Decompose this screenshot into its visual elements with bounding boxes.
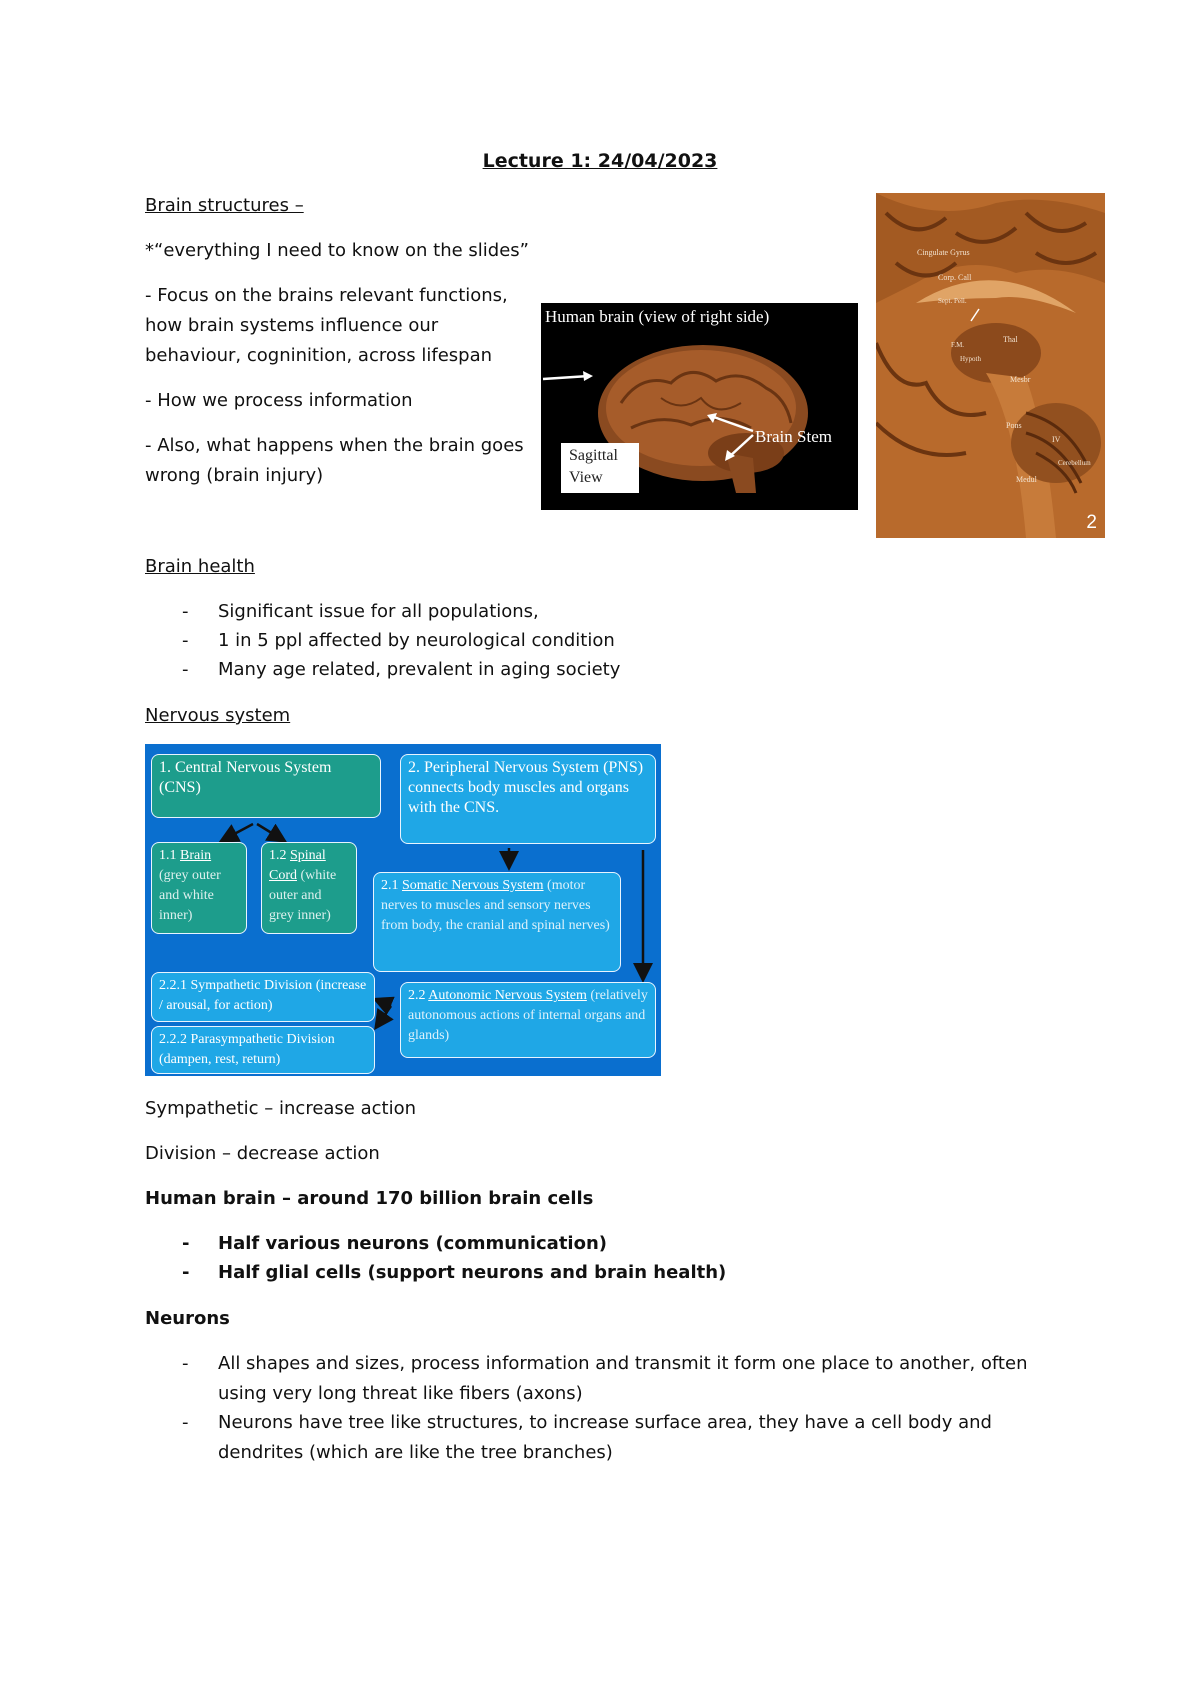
nervous-system-heading: Nervous system [145,705,291,726]
autonomic-box-number: 2.2 [408,988,429,1003]
focus-line-3: behaviour, cogninition, across lifespan [145,345,493,366]
fig2-label-thal: Thal [1003,335,1018,344]
bullet-dash: - [182,1233,190,1254]
fig2-label-cerebellum: Cerebellum [1058,459,1091,467]
brain-stem-label: Brain Stem [755,427,832,446]
list-item-text: Significant issue for all populations, [218,601,539,622]
parasympathetic-box-text: 2.2.2 Parasympathetic Division (dampen, rest, return) [159,1032,335,1067]
brain-structures-heading: Brain structures – [145,195,304,216]
brain-wrong-line-1: - Also, what happens when the brain goes [145,435,524,456]
brain-health-heading: Brain health [145,556,255,577]
bullet-dash: - [182,1353,189,1374]
slides-note: *“everything I need to know on the slides” [145,240,530,261]
brain-box [151,842,247,934]
neurons-item-1-line-1: All shapes and sizes, process information and transmit it form one place to another, often [218,1353,1028,1374]
list-item-text: 1 in 5 ppl affected by neurological condition [218,630,615,651]
neurons-item-2-line-2: dendrites (which are like the tree branches) [218,1442,613,1463]
list-item-text: Half various neurons (communication) [218,1233,608,1254]
brain-wrong-line-2: wrong (brain injury) [145,465,324,486]
sympathetic-note: Sympathetic – increase action [145,1098,417,1119]
spinal-cord-box-desc: (white outer and grey inner) [269,868,337,923]
nervous-system-diagram [145,744,661,1076]
somatic-box [373,872,621,972]
neurons-heading: Neurons [145,1308,230,1329]
page-title: Lecture 1: 24/04/2023 [482,150,718,172]
brain-side-view-caption: Human brain (view of right side) [545,307,770,326]
fig2-label-corp-call: Corp. Call [938,273,972,282]
pns-box [400,754,656,844]
neurons-item-1-line-2: using very long threat like fibers (axons) [218,1383,583,1404]
list-item-text: Many age related, prevalent in aging society [218,659,621,680]
cns-box-title: 1. Central Nervous System (CNS) [159,759,332,796]
autonomic-box-name: Autonomic Nervous System [428,988,587,1003]
bullet-dash: - [182,601,189,622]
focus-line-2: how brain systems influence our [145,315,439,336]
fig2-label-sept-pell: Sept. Pell. [938,297,967,305]
bullet-dash: - [182,1412,189,1433]
brain-sagittal-section-image [876,193,1105,538]
brain-box-desc: (grey outer and white inner) [159,868,221,923]
fig2-label-cingulate: Cingulate Gyrus [917,248,970,257]
spinal-cord-box-number: 1.2 [269,848,290,863]
slide-number: 2 [1086,512,1097,533]
sagittal-view-label [561,443,639,493]
bullet-dash: - [182,659,189,680]
spinal-cord-box-name: Spinal Cord [269,848,326,883]
process-info-line: - How we process information [145,390,413,411]
sympathetic-box [151,972,375,1022]
fig2-label-fm: F.M. [951,341,965,349]
neurons-item-2-line-1: Neurons have tree like structures, to increase surface area, they have a cell body and [218,1412,992,1433]
brain-box-name: Brain [180,848,212,863]
spinal-cord-box [261,842,357,934]
autonomic-box-desc: (relatively autonomous actions of internal organs and glands) [408,988,648,1043]
fig2-label-iv: IV [1052,435,1061,444]
sagittal-label-line-2: View [569,469,603,486]
human-brain-heading: Human brain – around 170 billion brain cells [145,1188,594,1209]
brain-side-view-image [541,303,858,510]
autonomic-box [400,982,656,1058]
somatic-box-desc: (motor nerves to muscles and sensory nerves from body, the cranial and spinal nerves) [381,878,610,933]
sympathetic-box-text: 2.2.1 Sympathetic Division (increase / arousal, for action) [159,978,367,1013]
fig2-label-medul: Medul [1016,475,1037,484]
pns-box-title: 2. Peripheral Nervous System (PNS) connects body muscles and organs with the CNS. [408,759,644,816]
bullet-dash: - [182,1262,190,1283]
fig2-label-mesbr: Mesbr [1010,375,1031,384]
fig2-label-hypoth: Hypoth [960,355,981,363]
sagittal-label-line-1: Sagittal [569,447,618,464]
list-item-text: Half glial cells (support neurons and brain health) [218,1262,727,1283]
somatic-box-number: 2.1 [381,878,402,893]
fig2-label-pons: Pons [1006,421,1022,430]
brain-box-number: 1.1 [159,848,180,863]
cns-box [151,754,381,818]
focus-line-1: - Focus on the brains relevant functions, [145,285,508,306]
bullet-dash: - [182,630,189,651]
parasympathetic-box [151,1026,375,1074]
somatic-box-name: Somatic Nervous System [402,878,544,893]
division-note: Division – decrease action [145,1143,380,1164]
